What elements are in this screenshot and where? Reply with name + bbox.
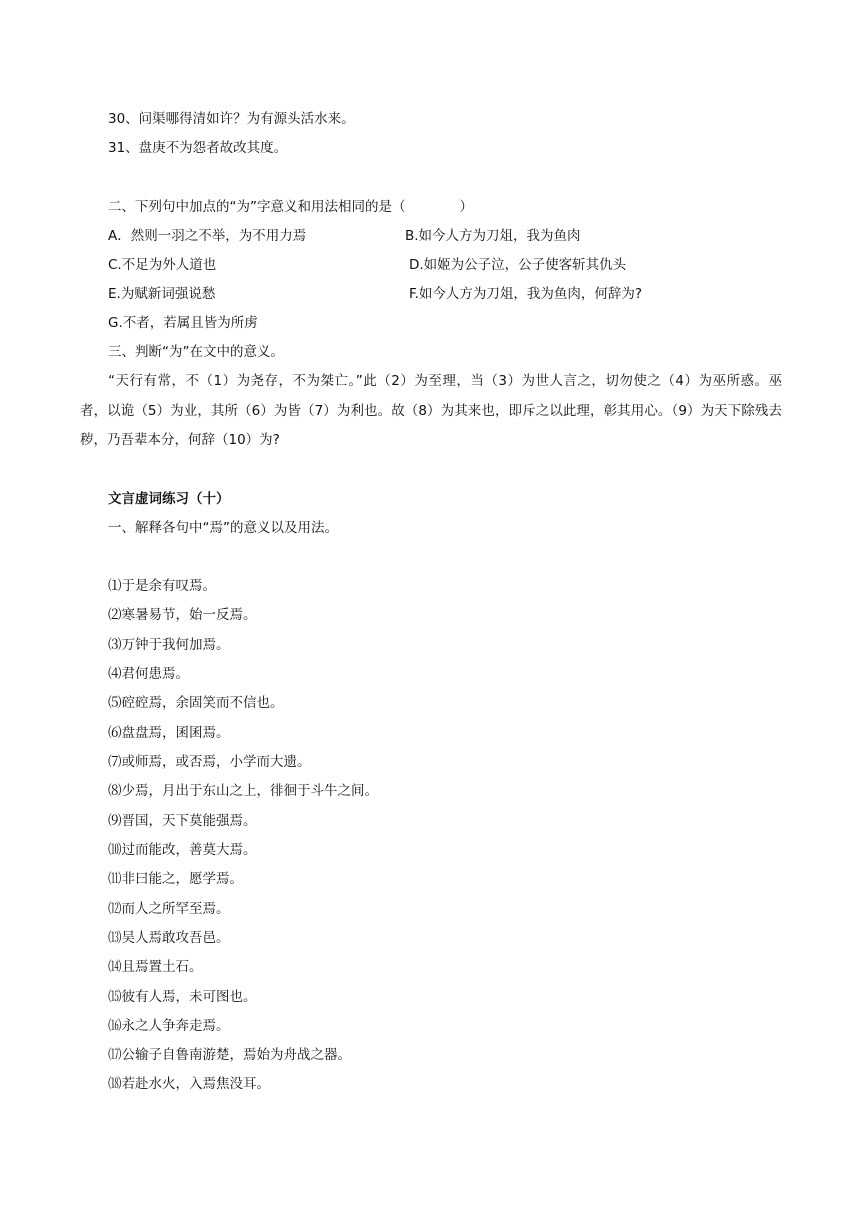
list-item: ⒀吴人焉敢攻吾邑。 xyxy=(108,930,230,946)
list-item: ⒁且焉置土石。 xyxy=(108,959,203,975)
option-b: B.如今人方为刀俎，我为鱼肉 xyxy=(405,228,581,244)
list-item: ⑾非曰能之，愿学焉。 xyxy=(108,871,243,887)
list-item: ⑽过而能改，善莫大焉。 xyxy=(108,842,257,858)
list-item: ⑴于是余有叹焉。 xyxy=(108,578,216,594)
option-e: E.为赋新词强说愁 xyxy=(108,286,216,302)
list-item: ⒄公输子自鲁南游楚，焉始为舟战之器。 xyxy=(108,1047,351,1063)
option-c: C.不足为外人道也 xyxy=(108,257,217,273)
list-item: ⒅若赴水火，入焉焦没耳。 xyxy=(108,1076,270,1092)
section-3-passage: “天行有常，不（1）为尧存，不为桀亡。”此（2）为至理，当（3）为世人言之，切勿使之（4）为巫所惑。巫者，以诡（5）为业，其所（6）为皆（7）为利也。故（8）为其来也，即斥之以此理，彰其用心。（9）为天下除残去秽，乃吾辈本分，何辞（10）为? xyxy=(80,373,782,448)
option-f: F.如今人方为刀俎，我为鱼肉，何辞为? xyxy=(409,286,643,302)
section-2-heading: 二、下列句中加点的“为”字意义和用法相同的是（ ） xyxy=(108,199,473,215)
option-g: G.不者，若属且皆为所虏 xyxy=(108,315,258,331)
list-item: ⑵寒暑易节，始一反焉。 xyxy=(108,607,257,623)
option-d: D.如姬为公子泣，公子使客斩其仇头 xyxy=(409,257,627,273)
list-item: ⑺或师焉，或否焉，小学而大遗。 xyxy=(108,754,311,770)
list-item: ⑸硿硿焉，余固笑而不信也。 xyxy=(108,695,284,711)
list-item: ⑹盘盘焉，囷囷焉。 xyxy=(108,725,230,741)
item-31: 31、盘庚不为怨者故改其度。 xyxy=(108,140,288,156)
option-a: A．然则一羽之不举，为不用力焉 xyxy=(108,228,307,244)
list-item: ⑷君何患焉。 xyxy=(108,666,189,682)
section-3-heading: 三、判断“为”在文中的意义。 xyxy=(108,344,284,360)
exercise-title: 文言虚词练习（十） xyxy=(108,491,230,507)
item-30: 30、问渠哪得清如许？为有源头活水来。 xyxy=(108,111,355,127)
list-item: ⑻少焉，月出于东山之上，徘徊于斗牛之间。 xyxy=(108,783,378,799)
list-item: ⑿而人之所罕至焉。 xyxy=(108,901,230,917)
list-item: ⑶万钟于我何加焉。 xyxy=(108,637,230,653)
list-item: ⒂彼有人焉，未可图也。 xyxy=(108,989,257,1005)
list-item: ⒃永之人争奔走焉。 xyxy=(108,1018,230,1034)
exercise-instruction: 一、解释各句中“焉”的意义以及用法。 xyxy=(108,520,338,536)
list-item: ⑼晋国，天下莫能强焉。 xyxy=(108,813,257,829)
